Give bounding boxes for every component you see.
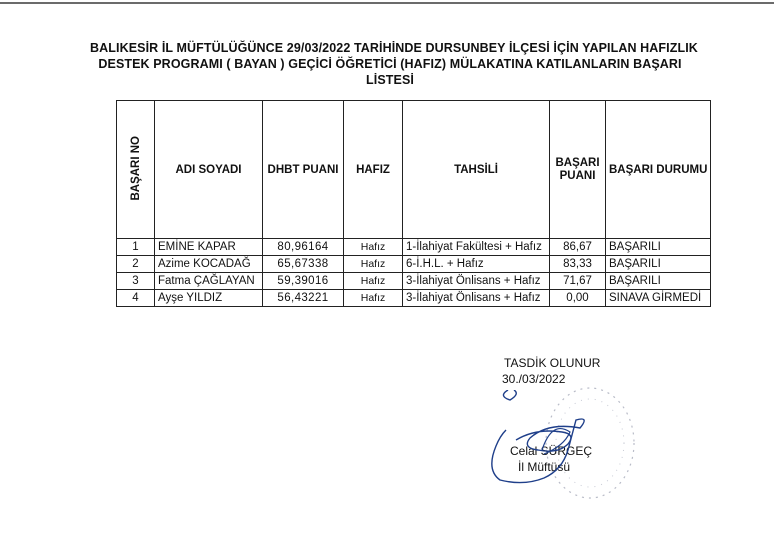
col-header-score: BAŞARI PUANI xyxy=(550,101,606,239)
col-header-education: TAHSİLİ xyxy=(403,101,550,239)
col-header-status: BAŞARI DURUMU xyxy=(606,101,711,239)
table-header-row xyxy=(117,101,711,239)
cell-hafiz: Hafız xyxy=(344,256,403,273)
col-header-dhbt: DHBT PUANI xyxy=(263,101,344,239)
cell-hafiz: Hafız xyxy=(344,239,403,256)
col-header-hafiz: HAFIZ xyxy=(344,101,403,239)
cell-dhbt: 80,96164 xyxy=(263,239,344,256)
table-row xyxy=(117,239,711,256)
table-row xyxy=(117,256,711,273)
cell-hafiz: Hafız xyxy=(344,290,403,307)
cell-score: 86,67 xyxy=(550,239,606,256)
cell-dhbt: 56,43221 xyxy=(263,290,344,307)
cell-rank: 2 xyxy=(117,256,155,273)
cell-rank: 1 xyxy=(117,239,155,256)
cell-status: BAŞARILI xyxy=(606,239,711,256)
cell-dhbt: 65,67338 xyxy=(263,256,344,273)
approval-date: 30./03/2022 xyxy=(502,372,566,386)
table-row xyxy=(117,290,711,307)
cell-dhbt: 59,39016 xyxy=(263,273,344,290)
cell-rank: 4 xyxy=(117,290,155,307)
cell-education: 1-İlahiyat Fakültesi + Hafız xyxy=(403,239,550,256)
cell-score: 71,67 xyxy=(550,273,606,290)
cell-status: BAŞARILI xyxy=(606,273,711,290)
col-header-rank: BAŞARI NO xyxy=(117,101,155,239)
table-row xyxy=(117,273,711,290)
cell-score: 83,33 xyxy=(550,256,606,273)
top-border-line xyxy=(0,2,774,4)
col-header-name: ADI SOYADI xyxy=(155,101,263,239)
title-line-1: BALIKESİR İL MÜFTÜLÜĞÜNCE 29/03/2022 TARİHİNDE DURSUNBEY İLÇESİ İÇİN YAPILAN HAFIZLIK xyxy=(90,41,698,55)
document-title xyxy=(90,40,698,88)
approval-text: TASDİK OLUNUR xyxy=(504,356,601,370)
cell-name: Azime KOCADAĞ xyxy=(155,256,263,273)
cell-education: 3-İlahiyat Önlisans + Hafız xyxy=(403,290,550,307)
cell-status: BAŞARILI xyxy=(606,256,711,273)
cell-status: SINAVA GİRMEDİ xyxy=(606,290,711,307)
cell-name: Fatma ÇAĞLAYAN xyxy=(155,273,263,290)
cell-name: Ayşe YILDIZ xyxy=(155,290,263,307)
results-table xyxy=(116,100,711,307)
signatory-name: Celal SÜRGEÇ xyxy=(510,444,593,458)
cell-hafiz: Hafız xyxy=(344,273,403,290)
title-line-2: DESTEK PROGRAMI ( BAYAN ) GEÇİCİ ÖĞRETİCİ (HAFIZ) MÜLAKATINA KATILANLARIN BAŞARI xyxy=(98,57,682,71)
cell-education: 6-İ.H.L. + Hafız xyxy=(403,256,550,273)
cell-score: 0,00 xyxy=(550,290,606,307)
signature-icon xyxy=(488,390,608,500)
title-line-3: LİSTESİ xyxy=(366,73,414,87)
cell-name: EMİNE KAPAR xyxy=(155,239,263,256)
signatory-title: İl Müftüsü xyxy=(518,460,571,474)
cell-education: 3-İlahiyat Önlisans + Hafız xyxy=(403,273,550,290)
cell-rank: 3 xyxy=(117,273,155,290)
